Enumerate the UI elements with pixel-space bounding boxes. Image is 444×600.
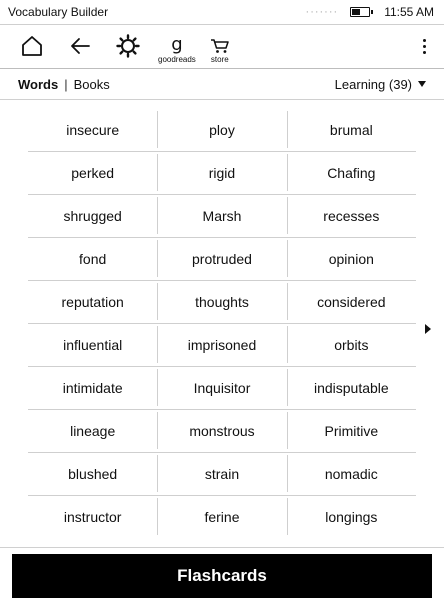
word-row (28, 409, 416, 452)
back-button[interactable] (62, 28, 98, 64)
word-row (28, 194, 416, 237)
connectivity-dots: ······· (305, 6, 339, 18)
footer-divider (0, 547, 444, 548)
word-cell[interactable]: orbits (287, 323, 416, 366)
kebab-dot (423, 45, 426, 48)
view-switcher (0, 69, 444, 99)
word-row (28, 108, 416, 151)
word-cell[interactable]: ferine (157, 495, 286, 538)
flashcards-button[interactable]: Flashcards (12, 554, 432, 598)
word-row (28, 366, 416, 409)
tab-books[interactable]: Books (73, 76, 110, 92)
word-cell[interactable]: nomadic (287, 452, 416, 495)
subnav-divider (0, 99, 444, 100)
word-cell[interactable]: brumal (287, 108, 416, 151)
goodreads-button[interactable] (158, 28, 196, 64)
tab-separator: | (64, 76, 68, 92)
kebab-dot (423, 39, 426, 42)
word-cell[interactable]: rigid (157, 151, 286, 194)
store-button[interactable] (210, 28, 230, 64)
status-bar (0, 0, 444, 24)
store-label: store (210, 55, 229, 64)
word-cell[interactable]: ploy (157, 108, 286, 151)
word-cell[interactable]: Inquisitor (157, 366, 286, 409)
next-page-arrow-icon[interactable] (425, 324, 431, 334)
kebab-dot (423, 51, 426, 54)
clock-time: 11:55 AM (384, 5, 434, 19)
app-title: Vocabulary Builder (8, 5, 109, 19)
battery-fill (352, 9, 360, 15)
goodreads-label: goodreads (158, 55, 196, 64)
cart-icon (210, 38, 230, 54)
toolbar (0, 25, 444, 67)
caret-down-icon (418, 81, 426, 87)
filter-label: Learning (39) (334, 76, 412, 92)
word-cell[interactable]: reputation (61, 293, 124, 310)
goodreads-icon: g (171, 34, 183, 55)
home-button[interactable] (14, 28, 50, 64)
word-cell[interactable]: considered (287, 280, 416, 323)
light-settings-button[interactable] (110, 28, 146, 64)
word-cell[interactable]: indisputable (287, 366, 416, 409)
word-cell[interactable]: fond (79, 250, 107, 267)
word-cell[interactable]: strain (157, 452, 286, 495)
word-cell[interactable]: Primitive (287, 409, 416, 452)
learning-filter-dropdown[interactable] (335, 77, 426, 92)
word-cell[interactable]: thoughts (157, 280, 286, 323)
word-row (28, 452, 416, 495)
word-cell[interactable]: Marsh (157, 194, 286, 237)
word-row (28, 151, 416, 194)
word-cell[interactable]: insecure (66, 121, 120, 138)
word-cell[interactable]: lineage (70, 422, 116, 439)
word-cell[interactable]: longings (287, 495, 416, 538)
word-row (28, 280, 416, 323)
word-row (28, 495, 416, 538)
word-row (28, 237, 416, 280)
word-cell[interactable]: influential (63, 336, 123, 353)
word-cell[interactable]: protruded (157, 237, 286, 280)
home-icon (20, 34, 44, 58)
word-cell[interactable]: imprisoned (157, 323, 286, 366)
word-cell[interactable]: instructor (63, 508, 122, 525)
word-cell[interactable]: intimidate (62, 379, 123, 396)
battery-icon (350, 7, 370, 17)
word-cell[interactable]: shrugged (63, 207, 122, 224)
word-row (28, 323, 416, 366)
word-cell[interactable]: recesses (287, 194, 416, 237)
words-grid (28, 108, 416, 538)
word-cell[interactable]: perked (71, 164, 115, 181)
more-options-button[interactable] (412, 28, 436, 64)
word-cell[interactable]: blushed (68, 465, 118, 482)
word-cell[interactable]: monstrous (157, 409, 286, 452)
tab-words[interactable]: Words (18, 76, 59, 92)
back-arrow-icon (68, 34, 92, 58)
word-cell[interactable]: Chafing (287, 151, 416, 194)
word-cell[interactable]: opinion (287, 237, 416, 280)
gear-icon (115, 33, 141, 59)
